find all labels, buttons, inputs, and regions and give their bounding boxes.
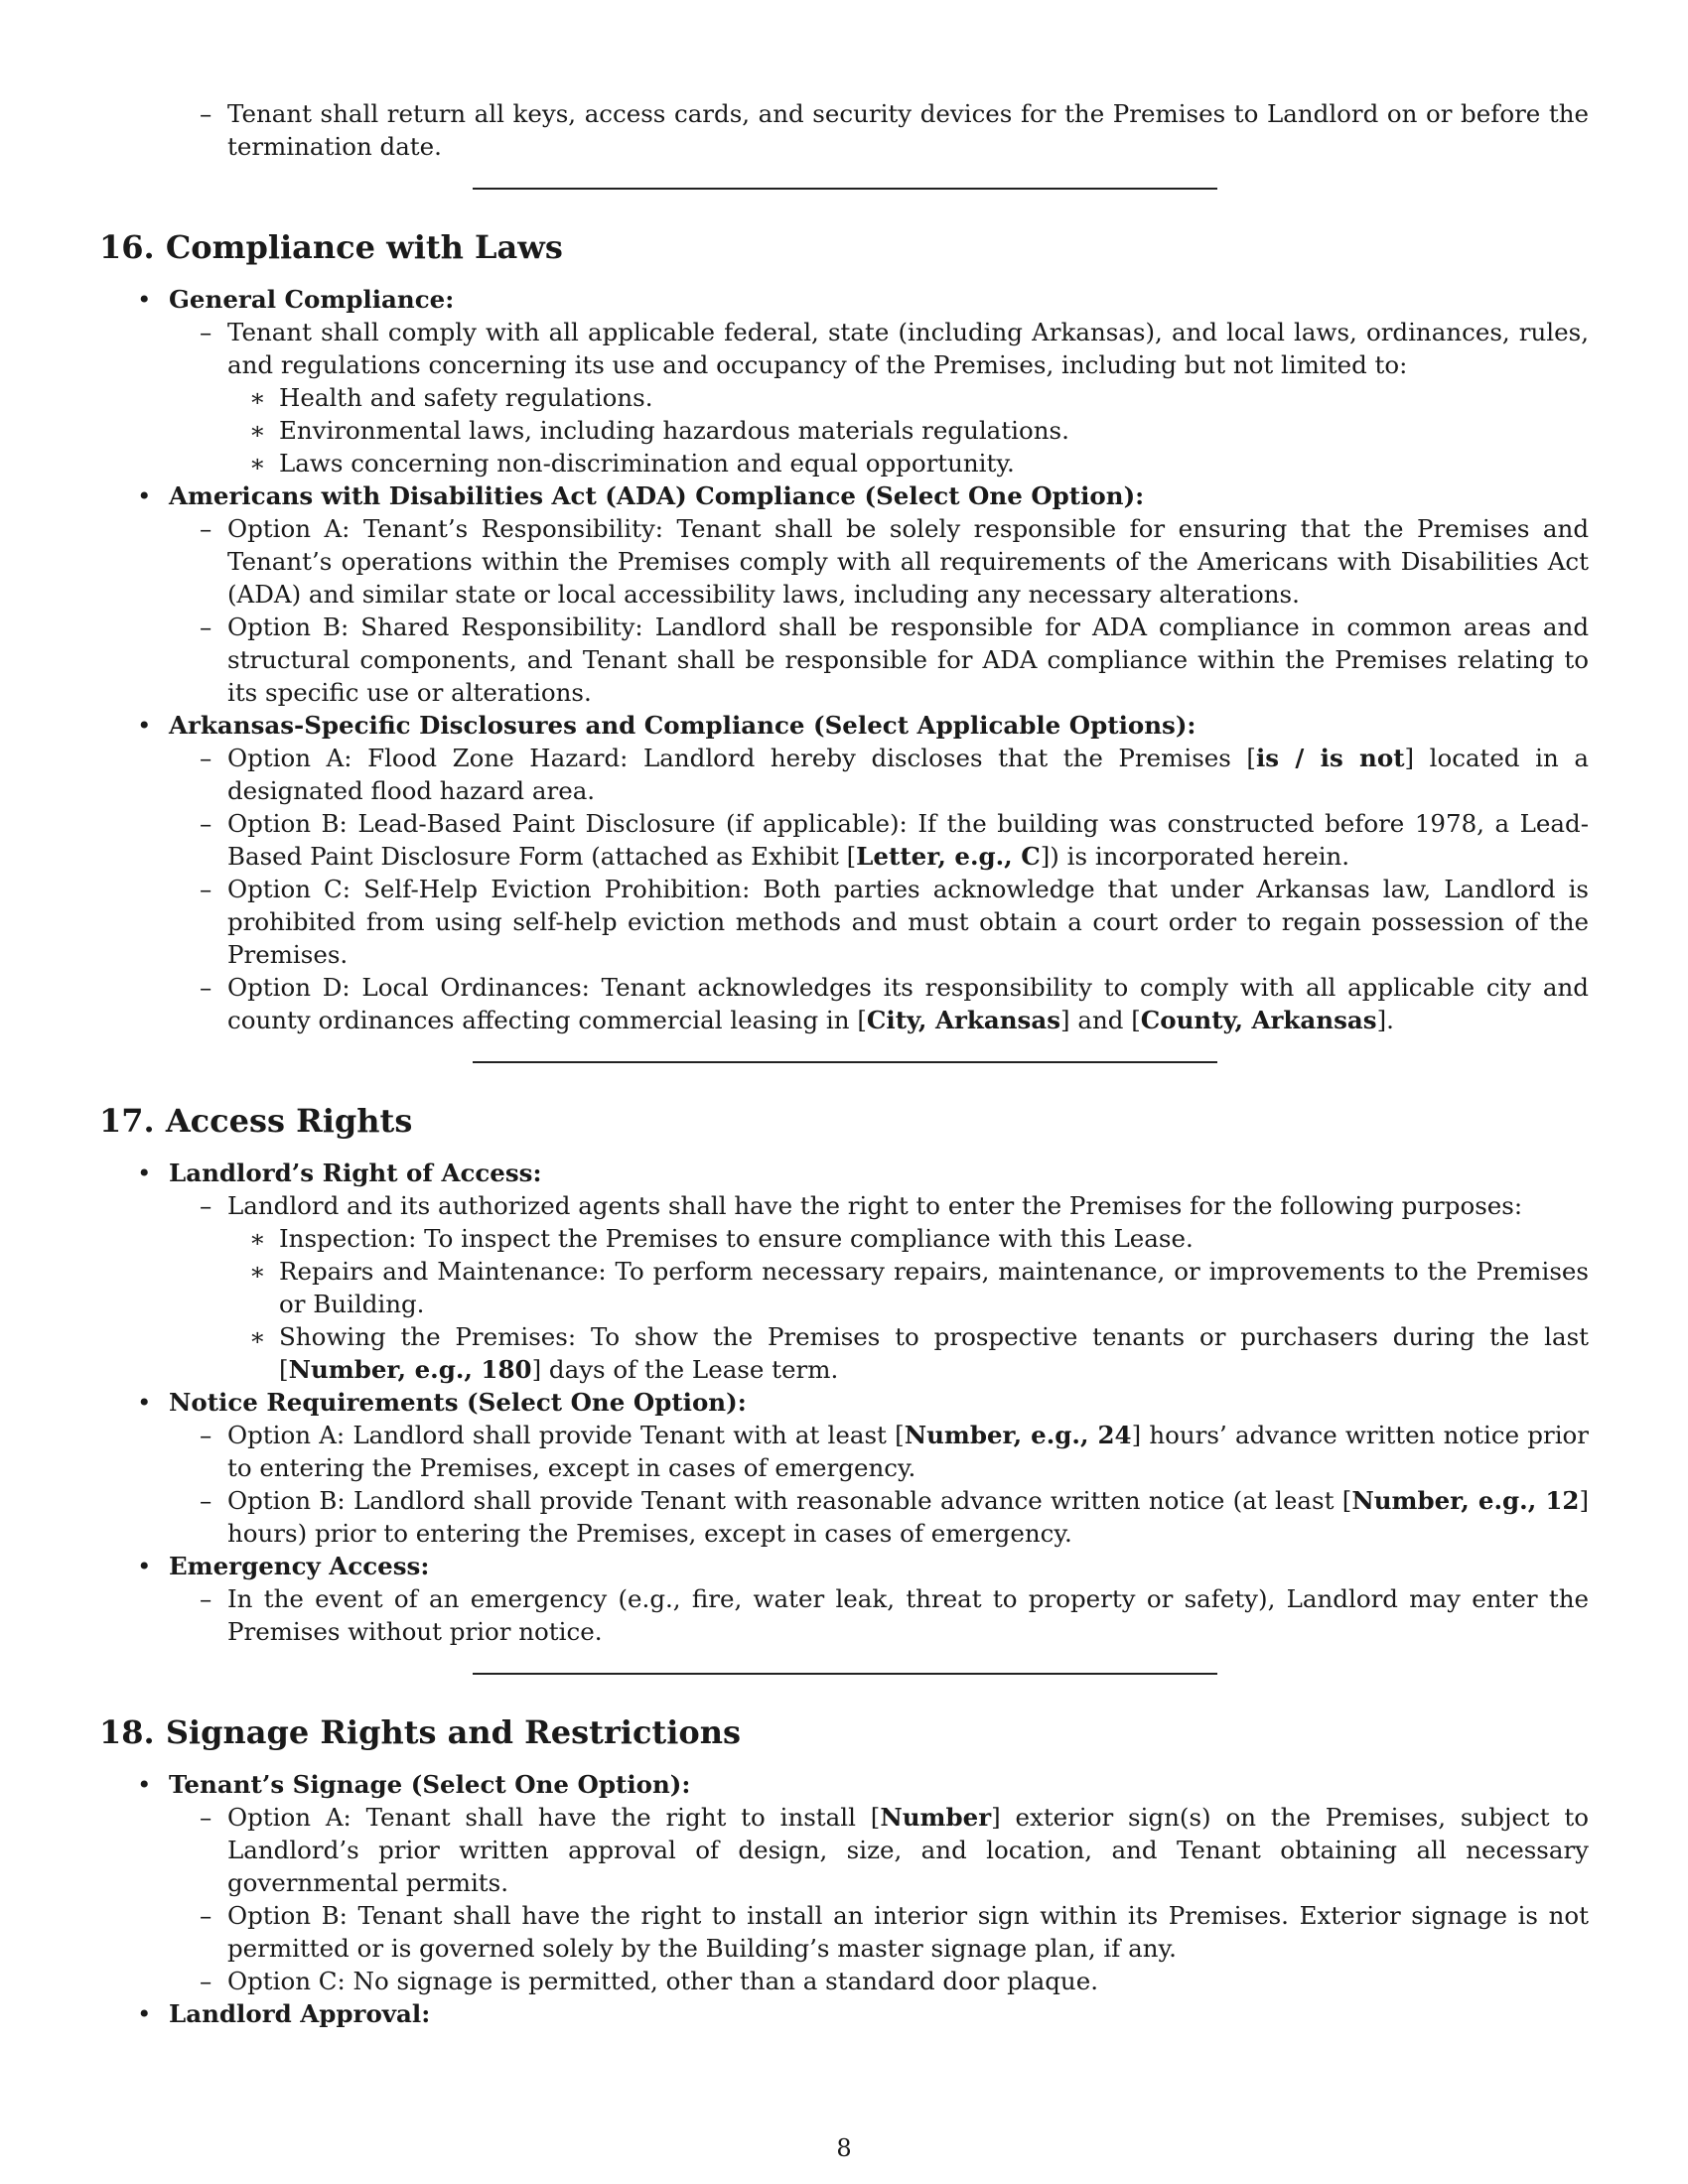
placeholder-field: Letter, e.g., C bbox=[856, 842, 1041, 871]
list-item: – Option B: Landlord shall provide Tenant with reasonable advance written notice (at least [Number, e.g., 12] hours) prior to entering the Premises, except in cases of emergency. bbox=[99, 1484, 1589, 1550]
list-item: – Option D: Local Ordinances: Tenant acknowledges its responsibility to comply with all applicable city and county ordinances affecting commercial leasing in [City, Arkansas] and [County, Arkansas]. bbox=[99, 971, 1589, 1036]
list-item: – Option A: Tenant shall have the right to install [Number] exterior sign(s) on the Premises, subject to Landlord’s prior written approval of design, size, and location, and Tenant obtaining all necessary governmental permits. bbox=[99, 1801, 1589, 1899]
list-item: ∗ Repairs and Maintenance: To perform necessary repairs, maintenance, or improvements to the Premises or Building. bbox=[99, 1255, 1589, 1320]
document-page bbox=[99, 97, 1589, 2030]
subheading-ada-compliance: • Americans with Disabilities Act (ADA) Compliance (Select One Option): bbox=[99, 479, 1589, 512]
placeholder-field: is / is not bbox=[1255, 744, 1405, 772]
placeholder-field: Number bbox=[880, 1803, 992, 1832]
placeholder-field: Number, e.g., 12 bbox=[1351, 1486, 1580, 1515]
subheading-landlord-access: • Landlord’s Right of Access: bbox=[99, 1157, 1589, 1189]
list-item: – Option B: Tenant shall have the right to install an interior sign within its Premises. Exterior signage is not permitted or is governed solely by the Building’s master signage plan, if any. bbox=[99, 1899, 1589, 1965]
subheading-landlord-approval: • Landlord Approval: bbox=[99, 1997, 1589, 2030]
section-heading-16: 16. Compliance with Laws bbox=[99, 228, 563, 266]
section-heading-17: 17. Access Rights bbox=[99, 1102, 413, 1140]
list-item: ∗ Laws concerning non-discrimination and equal opportunity. bbox=[99, 447, 1589, 479]
list-item: – Option C: No signage is permitted, other than a standard door plaque. bbox=[99, 1965, 1589, 1997]
subheading-tenant-signage: • Tenant’s Signage (Select One Option): bbox=[99, 1768, 1589, 1801]
list-item: – Option A: Tenant’s Responsibility: Tenant shall be solely responsible for ensuring that the Premises and Tenant’s operations within the Premises comply with all requirements of the Americans with Disabilities Act (ADA) and similar state or local accessibility laws, including any necessary alterations. bbox=[99, 512, 1589, 611]
list-item: ∗ Health and safety regulations. bbox=[99, 381, 1589, 414]
section-heading-18: 18. Signage Rights and Restrictions bbox=[99, 1713, 741, 1751]
list-item: – Option C: Self-Help Eviction Prohibition: Both parties acknowledge that under Arkansas law, Landlord is prohibited from using self-help eviction methods and must obtain a court order to regain possession of the Premises. bbox=[99, 873, 1589, 971]
placeholder-field: County, Arkansas bbox=[1140, 1006, 1377, 1034]
list-item: – In the event of an emergency (e.g., fire, water leak, threat to property or safety), Landlord may enter the Premises without prior notice. bbox=[99, 1582, 1589, 1648]
list-item: ∗ Showing the Premises: To show the Premises to prospective tenants or purchasers during the last [Number, e.g., 180] days of the Lease term. bbox=[99, 1320, 1589, 1386]
subheading-arkansas-disclosures: • Arkansas-Specific Disclosures and Compliance (Select Applicable Options): bbox=[99, 709, 1589, 742]
placeholder-field: Number, e.g., 180 bbox=[288, 1355, 532, 1384]
list-item: ∗ Inspection: To inspect the Premises to ensure compliance with this Lease. bbox=[99, 1222, 1589, 1255]
subheading-emergency-access: • Emergency Access: bbox=[99, 1550, 1589, 1582]
list-item: ∗ Environmental laws, including hazardous materials regulations. bbox=[99, 414, 1589, 447]
subheading-general-compliance: • General Compliance: bbox=[99, 283, 1589, 316]
placeholder-field: City, Arkansas bbox=[866, 1006, 1061, 1034]
placeholder-field: Number, e.g., 24 bbox=[904, 1421, 1132, 1449]
list-item: – Landlord and its authorized agents shall have the right to enter the Premises for the following purposes: bbox=[99, 1189, 1589, 1222]
page-number: 8 bbox=[836, 2134, 852, 2162]
list-item: – Option B: Shared Responsibility: Landlord shall be responsible for ADA compliance in common areas and structural components, and Tenant shall be responsible for ADA compliance within the Premises relating to its specific use or alterations. bbox=[99, 611, 1589, 709]
list-item: – Option A: Flood Zone Hazard: Landlord hereby discloses that the Premises [is / is not] located in a designated flood hazard area. bbox=[99, 742, 1589, 807]
subheading-notice-requirements: • Notice Requirements (Select One Option): bbox=[99, 1386, 1589, 1419]
list-item: – Tenant shall return all keys, access cards, and security devices for the Premises to Landlord on or before the termination date. bbox=[99, 97, 1589, 163]
list-item: – Option B: Lead-Based Paint Disclosure (if applicable): If the building was constructed before 1978, a Lead-Based Paint Disclosure Form (attached as Exhibit [Letter, e.g., C]) is incorporated herein. bbox=[99, 807, 1589, 873]
list-item: – Option A: Landlord shall provide Tenant with at least [Number, e.g., 24] hours’ advance written notice prior to entering the Premises, except in cases of emergency. bbox=[99, 1419, 1589, 1484]
list-item: – Tenant shall comply with all applicable federal, state (including Arkansas), and local laws, ordinances, rules, and regulations concerning its use and occupancy of the Premises, including but not limited to: bbox=[99, 316, 1589, 381]
